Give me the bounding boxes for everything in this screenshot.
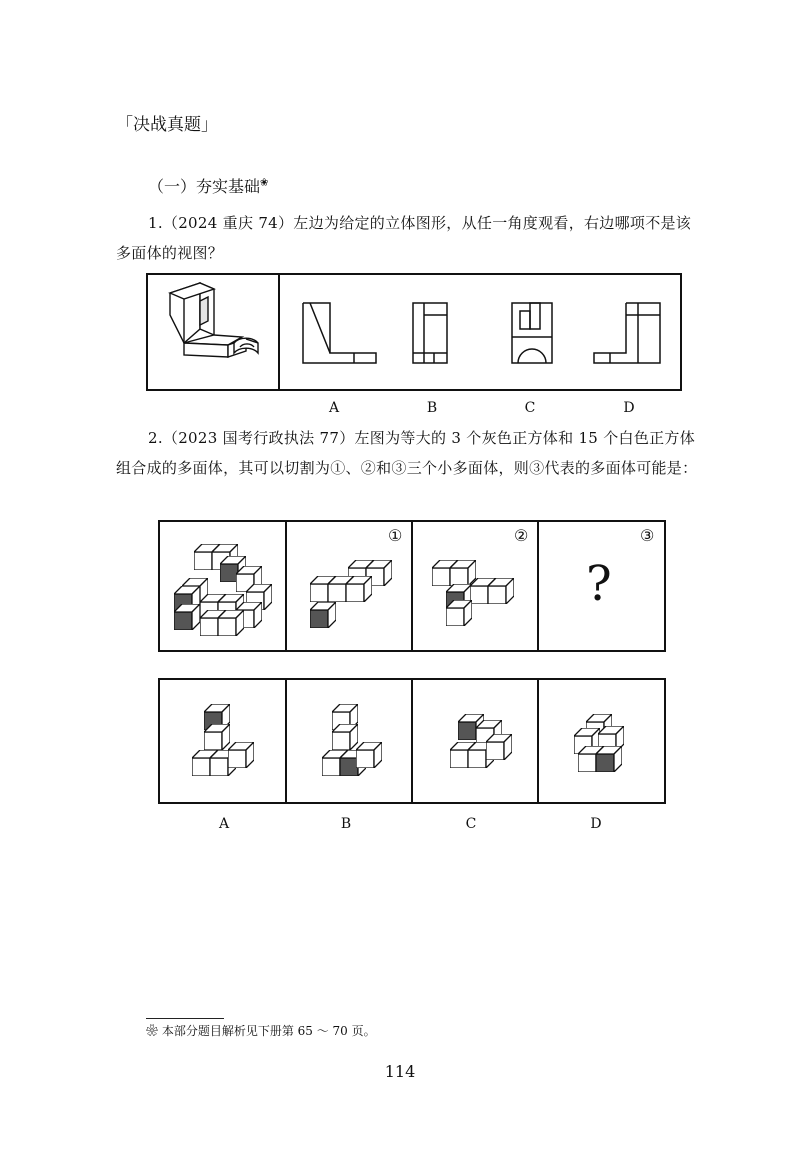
q1-figure-panel: [146, 273, 682, 391]
q1-figure-drawing: [148, 275, 680, 389]
q2-options-panel: [158, 678, 666, 804]
q1-given-solid: [170, 283, 258, 357]
question-1-text: 1.（2024 重庆 74）左边为给定的立体图形，从任一角度观看，右边哪项不是该多面体的视图？: [116, 214, 692, 262]
question-2-text: 2.（2023 国考行政执法 77）左图为等大的 3 个灰色正方体和 15 个白色正方体组合成的多面体，其可以切割为①、②和③三个小多面体，则③代表的多面体可能是：: [116, 429, 698, 477]
q2-option-a-solid: [192, 704, 254, 776]
footnote: ❀ 本部分题目解析见下册第 65 ～ 70 页。: [146, 1024, 376, 1038]
q2-options-drawing: [160, 680, 664, 802]
q2-given-panel: [158, 520, 666, 652]
subsection-title: [148, 174, 268, 197]
subsection-title-text: （一）夯实基础: [148, 177, 261, 196]
q2-option-d-label: D: [590, 816, 602, 832]
q2-piece-2: [432, 560, 514, 626]
q1-option-c-label: C: [524, 400, 536, 416]
q2-option-b-solid: [322, 704, 382, 776]
q2-option-c-label: C: [465, 816, 477, 832]
section-title: 「决战真题」: [116, 115, 218, 135]
q2-panel-mark-1: ①: [388, 526, 403, 545]
q1-option-b-label: B: [426, 400, 438, 416]
q2-panel-mark-3: ③: [640, 526, 655, 545]
page-number: 114: [384, 1062, 416, 1081]
q2-piece-1: [310, 560, 392, 628]
q1-view-b: [413, 303, 447, 363]
q1-view-a: [303, 303, 376, 363]
q2-question-mark: ?: [586, 556, 612, 612]
q1-option-a-label: A: [328, 400, 340, 416]
q2-given-solid: [174, 544, 272, 636]
q1-option-d-label: D: [623, 400, 635, 416]
q2-option-a-label: A: [218, 816, 230, 832]
q2-option-c-solid: [450, 714, 512, 768]
q1-view-c: [512, 303, 552, 363]
footnote-divider: [146, 1018, 224, 1019]
q1-view-d: [594, 303, 660, 363]
q2-option-b-label: B: [340, 816, 352, 832]
q2-panel-mark-2: ②: [514, 526, 529, 545]
q2-option-d-solid: [574, 714, 624, 772]
footnote-mark: ❀: [260, 177, 269, 189]
